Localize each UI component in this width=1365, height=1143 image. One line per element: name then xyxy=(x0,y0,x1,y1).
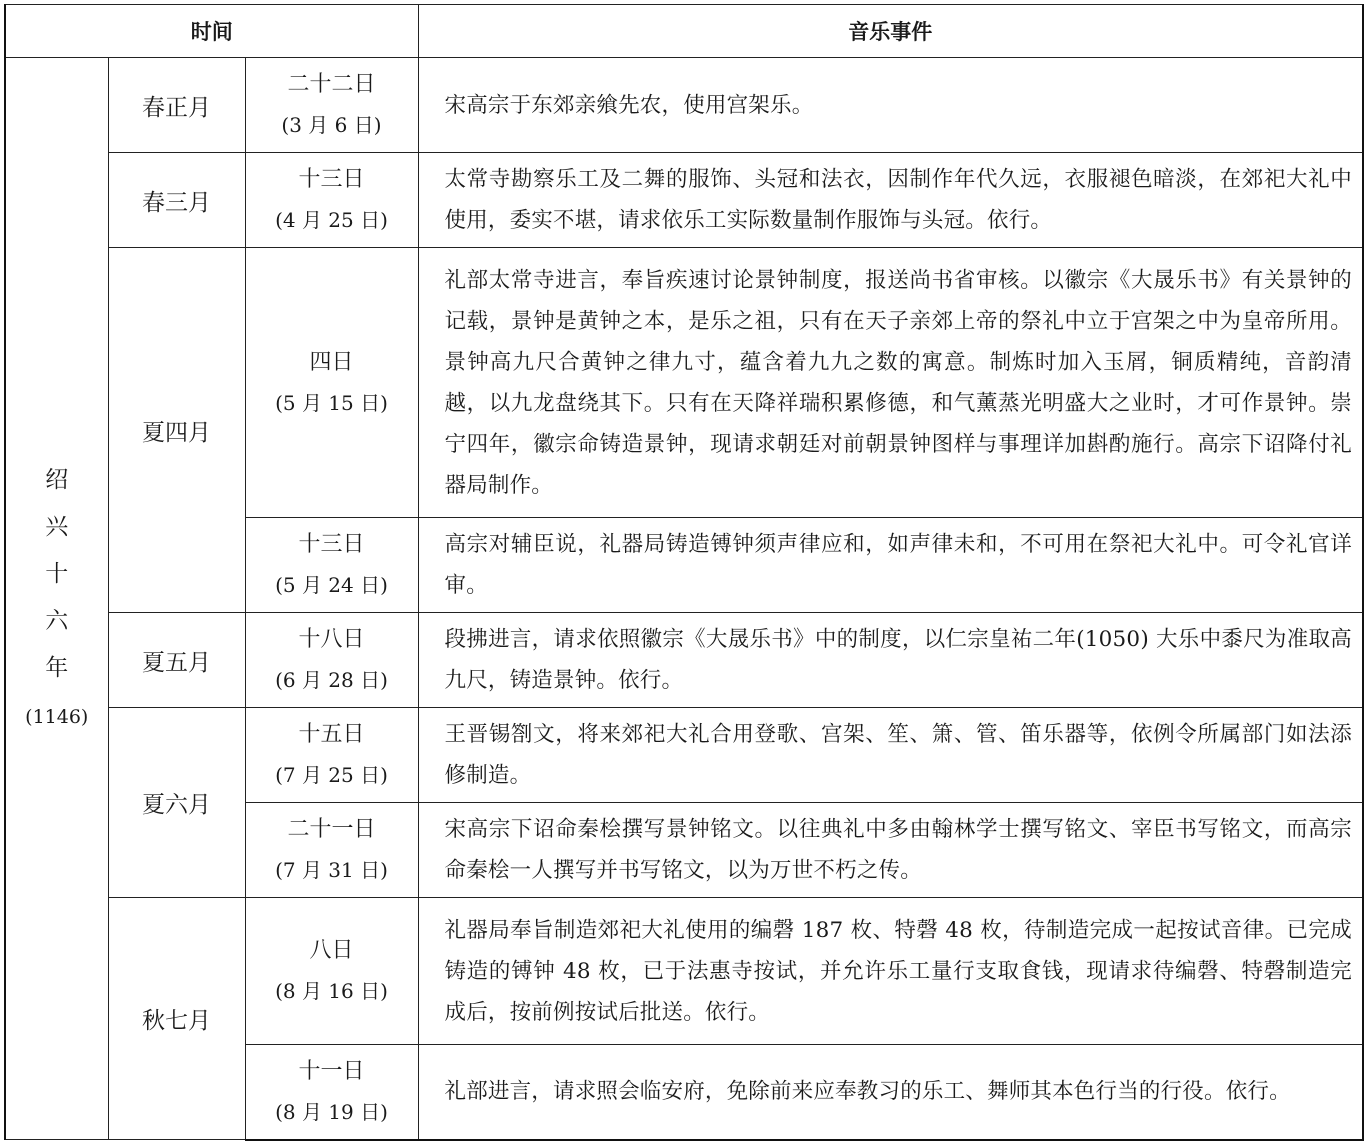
gregorian-date: (4 月 25 日) xyxy=(275,208,388,232)
month-cell: 夏五月 xyxy=(108,613,245,708)
year-char: 绍 xyxy=(45,466,69,493)
header-time: 时间 xyxy=(5,5,418,58)
date-cell xyxy=(245,613,418,708)
gregorian-date: (3 月 6 日) xyxy=(281,113,382,137)
date-cell xyxy=(245,248,418,518)
month-cell: 秋七月 xyxy=(108,898,245,1140)
event-cell: 礼器局奉旨制造郊祀大礼使用的编磬 187 枚、特磬 48 枚，待制造完成一起按试音律。已完成铸造的镈钟 48 枚，已于法惠寺按试，并允许乐工量行支取食钱，现请求待编磬、特磬制造完成后，按前例按试后批送。依行。 xyxy=(418,898,1363,1045)
header-event: 音乐事件 xyxy=(418,5,1363,58)
music-events-table xyxy=(4,4,1364,1141)
date-cell xyxy=(245,1045,418,1140)
table-row xyxy=(5,613,1363,708)
event-cell: 太常寺勘察乐工及二舞的服饰、头冠和法衣，因制作年代久远，衣服褪色暗淡，在郊祀大礼中使用，委实不堪，请求依乐工实际数量制作服饰与头冠。依行。 xyxy=(418,153,1363,248)
year-number: (1146) xyxy=(25,705,89,728)
gregorian-date: (6 月 28 日) xyxy=(275,668,388,692)
gregorian-date: (8 月 16 日) xyxy=(275,979,388,1003)
lunar-date: 十一日 xyxy=(298,1058,365,1084)
event-cell: 宋高宗下诏命秦桧撰写景钟铭文。以往典礼中多由翰林学士撰写铭文、宰臣书写铭文，而高宗命秦桧一人撰写并书写铭文，以为万世不朽之传。 xyxy=(418,803,1363,898)
lunar-date: 十五日 xyxy=(298,722,365,747)
year-char: 十 xyxy=(45,560,69,587)
table-row xyxy=(5,248,1363,518)
header-row xyxy=(5,5,1363,58)
month-cell: 春正月 xyxy=(108,58,245,153)
date-cell xyxy=(245,803,418,898)
table-row xyxy=(5,153,1363,248)
gregorian-date: (5 月 24 日) xyxy=(275,573,388,597)
table-row xyxy=(5,708,1363,803)
lunar-date: 十三日 xyxy=(298,167,365,192)
lunar-date: 十三日 xyxy=(298,532,365,557)
date-cell xyxy=(245,898,418,1045)
date-cell xyxy=(245,518,418,613)
lunar-date: 四日 xyxy=(309,349,354,375)
event-cell: 礼部进言，请求照会临安府，免除前来应奉教习的乐工、舞师其本色行当的行役。依行。 xyxy=(418,1045,1363,1140)
gregorian-date: (7 月 25 日) xyxy=(275,763,388,787)
month-cell: 夏四月 xyxy=(108,248,245,613)
lunar-date: 二十二日 xyxy=(287,72,376,97)
event-cell: 宋高宗于东郊亲飨先农，使用宫架乐。 xyxy=(418,58,1363,153)
lunar-date: 十八日 xyxy=(298,627,365,652)
year-char: 六 xyxy=(45,607,69,634)
event-cell: 高宗对辅臣说，礼器局铸造镈钟须声律应和，如声律未和，不可用在祭祀大礼中。可令礼官详审。 xyxy=(418,518,1363,613)
year-cell xyxy=(5,58,108,1140)
gregorian-date: (5 月 15 日) xyxy=(275,390,388,415)
date-cell xyxy=(245,58,418,153)
lunar-date: 二十一日 xyxy=(287,817,376,842)
date-cell xyxy=(245,708,418,803)
table-row xyxy=(5,58,1363,153)
event-cell: 王晋锡劄文，将来郊祀大礼合用登歌、宫架、笙、箫、管、笛乐器等，依例令所属部门如法添修制造。 xyxy=(418,708,1363,803)
month-cell: 夏六月 xyxy=(108,708,245,898)
gregorian-date: (7 月 31 日) xyxy=(275,858,388,882)
gregorian-date: (8 月 19 日) xyxy=(275,1099,388,1124)
lunar-date: 八日 xyxy=(309,938,354,963)
event-cell: 礼部太常寺进言，奉旨疾速讨论景钟制度，报送尚书省审核。以徽宗《大晟乐书》有关景钟的记载，景钟是黄钟之本，是乐之祖，只有在天子亲郊上帝的祭礼中立于宫架之中为皇帝所用。景钟高九尺合黄钟之律九寸，蕴含着九九之数的寓意。制炼时加入玉屑，铜质精纯，音韵清越，以九龙盘绕其下。只有在天降祥瑞积累修德，和气薰蒸光明盛大之业时，才可作景钟。崇宁四年，徽宗命铸造景钟，现请求朝廷对前朝景钟图样与事理详加斟酌施行。高宗下诏降付礼器局制作。 xyxy=(418,248,1363,518)
year-char: 年 xyxy=(45,654,69,681)
table-row xyxy=(5,898,1363,1045)
month-cell: 春三月 xyxy=(108,153,245,248)
year-char: 兴 xyxy=(45,513,69,540)
event-cell: 段拂进言，请求依照徽宗《大晟乐书》中的制度，以仁宗皇祐二年(1050) 大乐中黍尺为准取高九尺，铸造景钟。依行。 xyxy=(418,613,1363,708)
date-cell xyxy=(245,153,418,248)
